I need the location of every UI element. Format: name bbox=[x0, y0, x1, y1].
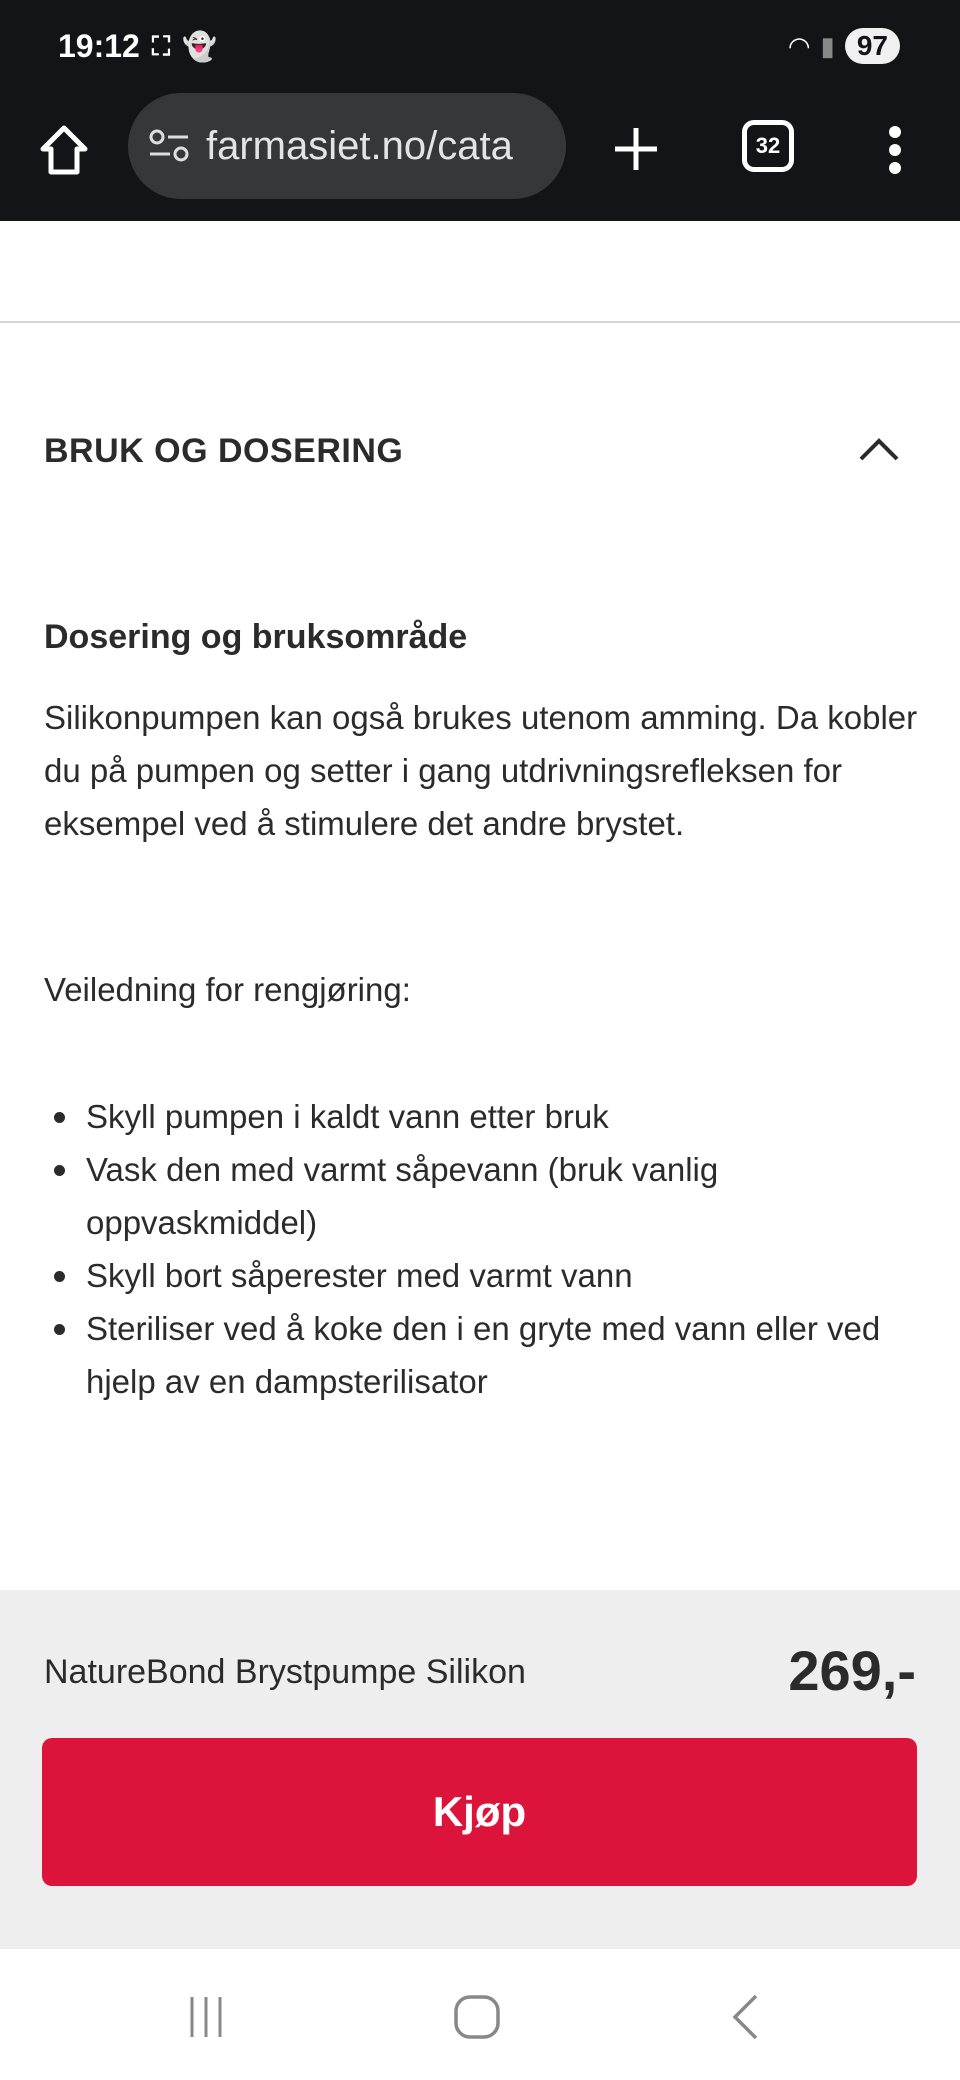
list-item: Skyll pumpen i kaldt vann etter bruk bbox=[44, 1090, 924, 1143]
clock: 19:12 bbox=[58, 28, 140, 64]
home-button[interactable] bbox=[34, 120, 94, 180]
status-bar bbox=[58, 28, 217, 65]
tab-count: 32 bbox=[755, 133, 781, 158]
list-item: Steriliser ved å koke den i en gryte med vann eller ved hjelp av en dampsterilisator bbox=[44, 1302, 924, 1408]
signal-icon: ▮ bbox=[820, 30, 835, 61]
product-price: 269,- bbox=[788, 1639, 916, 1702]
menu-button[interactable] bbox=[880, 120, 910, 180]
snapchat-icon: 👻 bbox=[182, 31, 217, 62]
site-settings-icon bbox=[148, 128, 190, 164]
status-icons bbox=[788, 28, 900, 64]
wifi-icon: ◠ bbox=[787, 30, 811, 61]
screenshot-icon: ⛶ bbox=[151, 30, 171, 61]
plus-icon bbox=[613, 126, 659, 172]
home-icon bbox=[39, 124, 89, 176]
new-tab-button[interactable] bbox=[605, 118, 667, 180]
description-paragraph: Silikonpumpen kan også brukes utenom amming. Da kobler du på pumpen og setter i gang utdrivningsrefleksen for eksempel ved å stimulere det andre brystet. bbox=[44, 699, 918, 842]
cleaning-label: Veiledning for rengjøring: bbox=[44, 971, 411, 1008]
list-item: Vask den med varmt såpevann (bruk vanlig oppvaskmiddel) bbox=[44, 1143, 924, 1249]
section-title: BRUK OG DOSERING bbox=[44, 432, 404, 470]
battery-level: 97 bbox=[845, 28, 900, 64]
chevron-up-icon[interactable] bbox=[858, 436, 900, 462]
subheading: Dosering og bruksområde bbox=[44, 618, 468, 656]
back-icon[interactable] bbox=[730, 1993, 760, 2041]
system-nav-bar bbox=[0, 1949, 960, 2080]
divider bbox=[0, 321, 960, 323]
product-name: NatureBond Brystpumpe Silikon bbox=[44, 1653, 526, 1691]
list-item: Skyll bort såperester med varmt vann bbox=[44, 1249, 924, 1302]
buy-button[interactable]: Kjøp bbox=[42, 1738, 917, 1886]
url-text: farmasiet.no/cata bbox=[206, 123, 513, 168]
home-nav-icon[interactable] bbox=[454, 1995, 500, 2039]
tab-switcher-button[interactable] bbox=[742, 120, 794, 172]
cleaning-list bbox=[44, 1090, 924, 1408]
recent-apps-icon[interactable] bbox=[186, 1995, 226, 2039]
more-vert-icon bbox=[887, 125, 903, 175]
browser-chrome bbox=[0, 0, 960, 221]
address-bar[interactable] bbox=[128, 93, 566, 199]
